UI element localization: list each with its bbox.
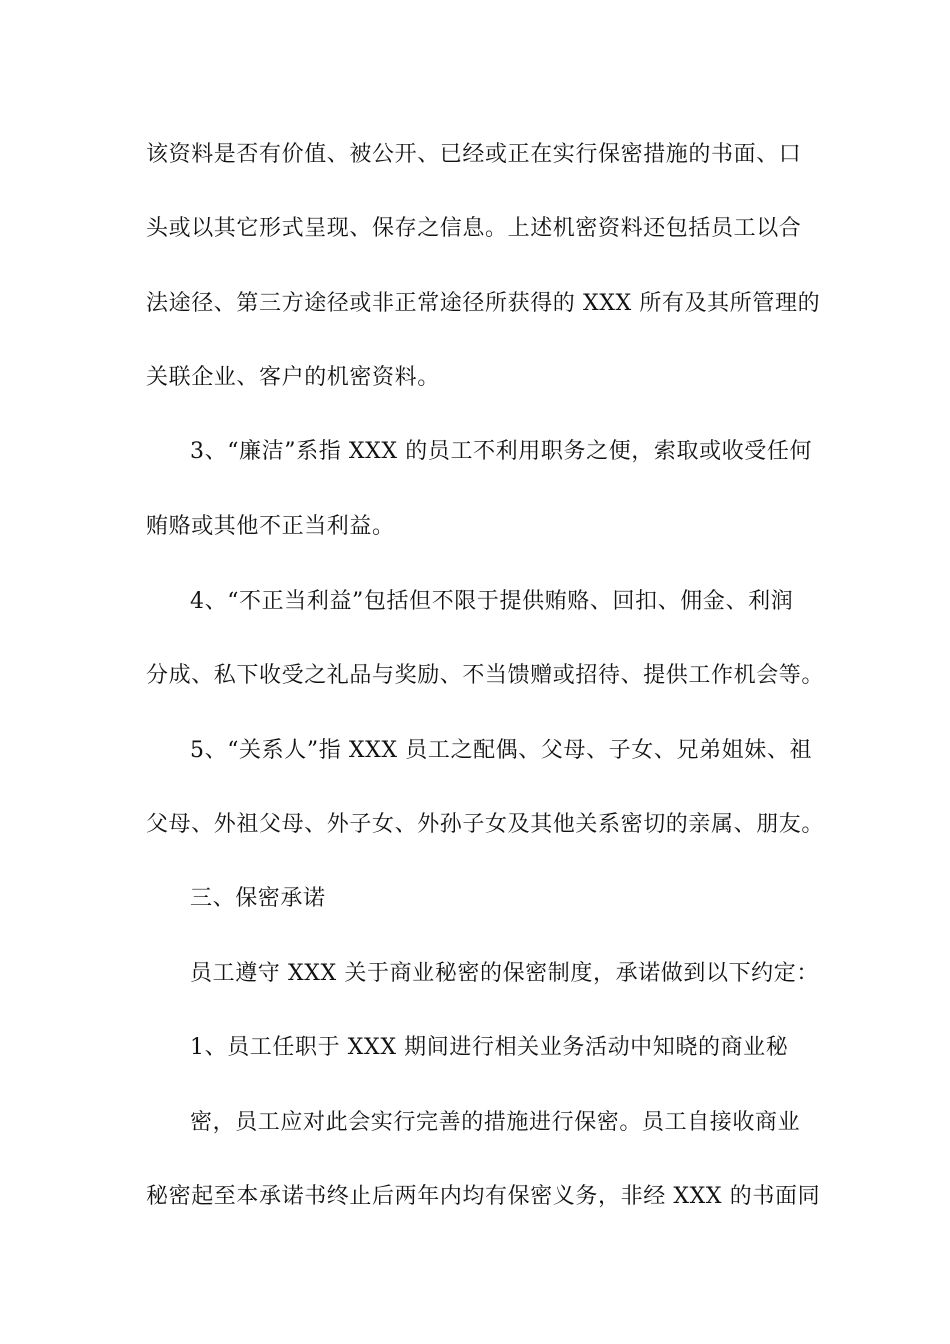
text-line: 1、员工任职于 XXX 期间进行相关业务活动中知晓的商业秘: [190, 1035, 789, 1060]
section-heading: 三、保密承诺: [190, 886, 326, 911]
text-line: 头或以其它形式呈现、保存之信息。上述机密资料还包括员工以合: [146, 216, 802, 241]
text-line: 该资料是否有价值、被公开、已经或正在实行保密措施的书面、口: [146, 142, 802, 167]
text-line: 员工遵守 XXX 关于商业秘密的保密制度，承诺做到以下约定：: [190, 961, 819, 986]
text-line: 分成、私下收受之礼品与奖励、不当馈赠或招待、提供工作机会等。: [146, 663, 825, 688]
text-line: 父母、外祖父母、外子女、外孙子女及其他关系密切的亲属、朋友。: [146, 812, 825, 837]
text-line: 法途径、第三方途径或非正常途径所获得的 XXX 所有及其所管理的: [146, 291, 821, 316]
text-line: 秘密起至本承诺书终止后两年内均有保密义务，非经 XXX 的书面同: [146, 1184, 821, 1209]
text-line: 关联企业、客户的机密资料。: [146, 365, 440, 390]
text-line: 密，员工应对此会实行完善的措施进行保密。员工自接收商业: [190, 1110, 801, 1135]
text-line: 贿赂或其他不正当利益。: [146, 514, 395, 539]
text-line: 4、“不正当利益”包括但不限于提供贿赂、回扣、佣金、利润: [190, 589, 794, 614]
text-line: 3、“廉洁”系指 XXX 的员工不利用职务之便，索取或收受任何: [190, 439, 813, 464]
text-line: 5、“关系人”指 XXX 员工之配偶、父母、子女、兄弟姐妹、祖: [190, 738, 813, 763]
